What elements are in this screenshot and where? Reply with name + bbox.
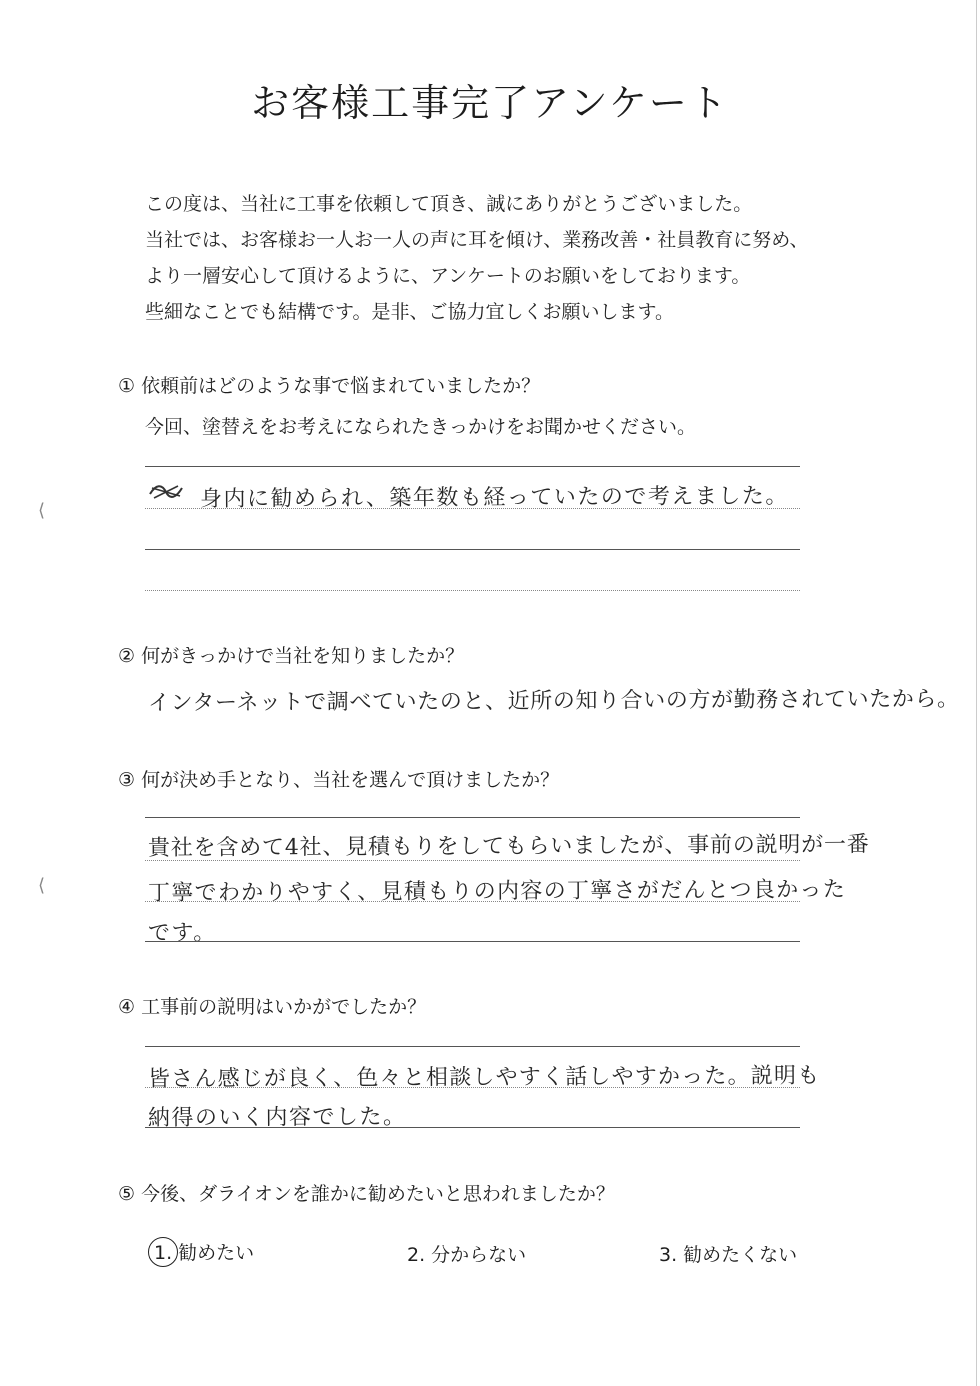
answer-line	[145, 549, 800, 550]
question-3: ③ 何が決め手となり、当社を選んで頂けましたか？	[118, 769, 560, 791]
question-5: ⑤ 今後、ダライオンを誰かに勧めたいと思われましたか？	[118, 1183, 615, 1205]
answer-4-line-2: 納得のいく内容でした。	[147, 1104, 407, 1131]
question-2: ② 何がきっかけで当社を知りましたか？	[118, 645, 465, 667]
answer-line	[145, 590, 800, 591]
question-1-sub: 今回、塗替えをお考えになられたきっかけをお聞かせください。	[145, 416, 697, 438]
scan-mark: ⟨	[38, 500, 46, 521]
answer-4-line-1: 皆さん感じが良く、色々と相談しやすく話しやすかった。説明も	[147, 1063, 821, 1092]
answer-line	[145, 901, 800, 902]
option-1[interactable]	[148, 1238, 254, 1269]
answer-line	[145, 1046, 800, 1047]
answer-line	[145, 941, 800, 942]
answer-line	[145, 508, 800, 509]
answer-3-line-2: 丁寧でわかりやすく、見積もりの内容の丁寧さがだんとつ良かった	[147, 877, 847, 906]
selected-circle-mark	[148, 1237, 178, 1267]
intro-line: 些細なことでも結構です。是非、ご協力宜しくお願いします。	[145, 301, 674, 323]
page-title: お客様工事完了アンケート	[251, 81, 729, 125]
intro-line: より一層安心して頂けるように、アンケートのお願いをしております。	[145, 265, 751, 287]
option-3[interactable]: 3. 勧めたくない	[659, 1244, 798, 1266]
answer-line	[145, 860, 800, 861]
option-2[interactable]: 2. 分からない	[407, 1244, 527, 1266]
answer-line	[145, 1087, 800, 1088]
scan-mark: ⟨	[38, 875, 46, 896]
intro-line: この度は、当社に工事を依頼して頂き、誠にありがとうございました。	[145, 193, 753, 215]
answer-line	[145, 1127, 800, 1128]
answer-line	[145, 817, 800, 818]
answer-2: インターネットで調べていたのと、近所の知り合いの方が勤務されていたから。	[147, 686, 960, 716]
question-1: ① 依頼前はどのような事で悩まれていましたか？	[118, 375, 541, 397]
answer-line	[145, 466, 800, 467]
answer-1: 身内に勧められ、築年数も経っていたので考えました。	[199, 483, 789, 512]
intro-line: 当社では、お客様お一人お一人の声に耳を傾け、業務改善・社員教育に努め、	[145, 229, 809, 251]
question-4: ④ 工事前の説明はいかがでしたか？	[118, 996, 427, 1018]
scan-edge-line	[976, 0, 977, 1386]
answer-3-line-3: です。	[147, 920, 217, 946]
option-1-label: 1. 勧めたい	[154, 1242, 255, 1264]
intro-paragraph	[145, 186, 865, 330]
answer-3-line-1: 貴社を含めて4社、見積もりをしてもらいましたが、事前の説明が一番	[147, 832, 870, 861]
crossed-out-mark	[148, 480, 184, 502]
